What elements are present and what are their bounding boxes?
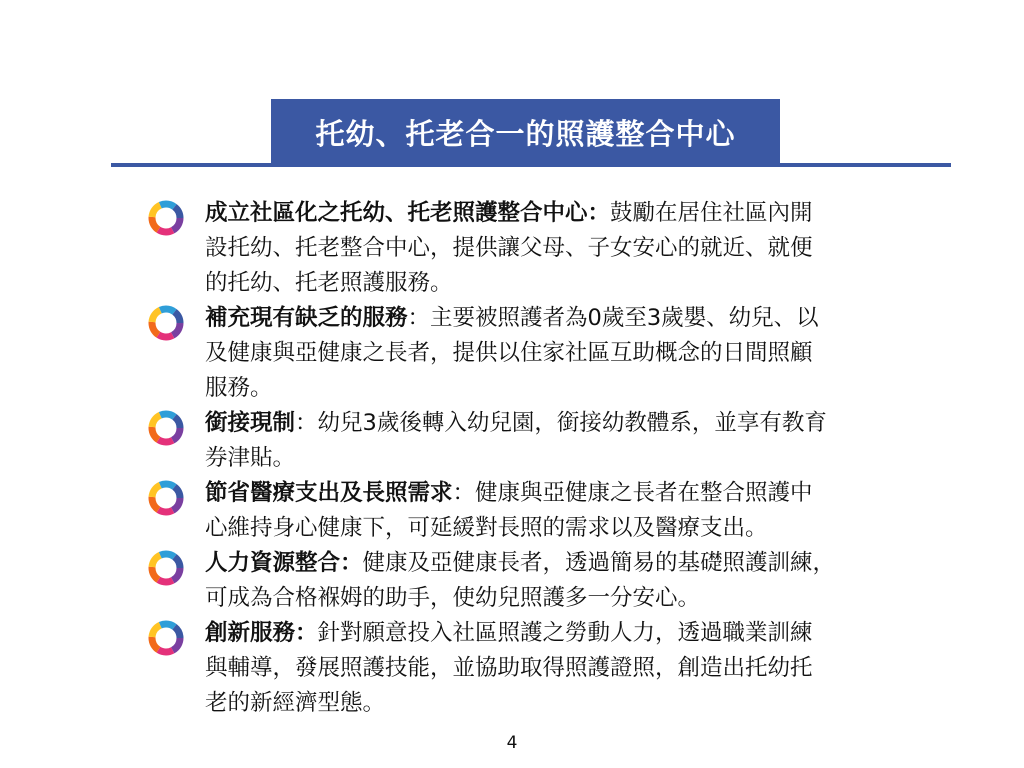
slide-title: 托幼、托老合一的照護整合中心 (315, 116, 736, 151)
item-text (205, 476, 980, 546)
list-item (145, 476, 980, 546)
list-item (145, 406, 980, 476)
multicolor-ring-icon (145, 302, 187, 344)
item-heading: 節省醫療支出及長照需求 (205, 480, 453, 506)
title-banner (271, 99, 780, 165)
item-text (205, 196, 980, 301)
item-body: 針對願意投入社區照護之勞動人力，透過職業訓練 與輔導，發展照護技能，並協助取得照護證照，創造出托幼托 老的新經濟型態。 (205, 620, 813, 716)
multicolor-ring-icon (145, 197, 187, 239)
item-text (205, 406, 980, 476)
item-heading: 人力資源整合： (205, 550, 363, 576)
multicolor-ring-icon (145, 547, 187, 589)
multicolor-ring-icon (145, 407, 187, 449)
list-item (145, 546, 980, 616)
list-item (145, 196, 980, 301)
item-text (205, 546, 980, 616)
item-body: 健康及亞健康長者，透過簡易的基礎照護訓練， 可成為合格褓姆的助手，使幼兒照護多一分安心。 (205, 550, 836, 611)
item-body: 鼓勵在居住社區內開 設托幼、托老整合中心，提供讓父母、子女安心的就近、就便 的托幼、托老照護服務。 (205, 200, 813, 296)
item-heading: 銜接現制 (205, 410, 296, 436)
bullet-list (145, 196, 980, 721)
list-item (145, 616, 980, 721)
page-number: 4 (506, 733, 518, 753)
item-text (205, 616, 980, 721)
item-body: ：幼兒3歲後轉入幼兒園，銜接幼教體系，並享有教育 券津貼。 (205, 410, 827, 471)
item-body: ：主要被照護者為0歲至3歲嬰、幼兒、以 及健康與亞健康之長者，提供以住家社區互助概念的日間照顧 服務。 (205, 305, 819, 401)
item-body: ：健康與亞健康之長者在整合照護中 心維持身心健康下，可延緩對長照的需求以及醫療支出。 (205, 480, 813, 541)
multicolor-ring-icon (145, 617, 187, 659)
multicolor-ring-icon (145, 477, 187, 519)
list-item (145, 301, 980, 406)
item-heading: 創新服務： (205, 620, 318, 646)
item-heading: 成立社區化之托幼、托老照護整合中心： (205, 200, 611, 226)
item-text (205, 301, 980, 406)
item-heading: 補充現有缺乏的服務 (205, 305, 408, 331)
